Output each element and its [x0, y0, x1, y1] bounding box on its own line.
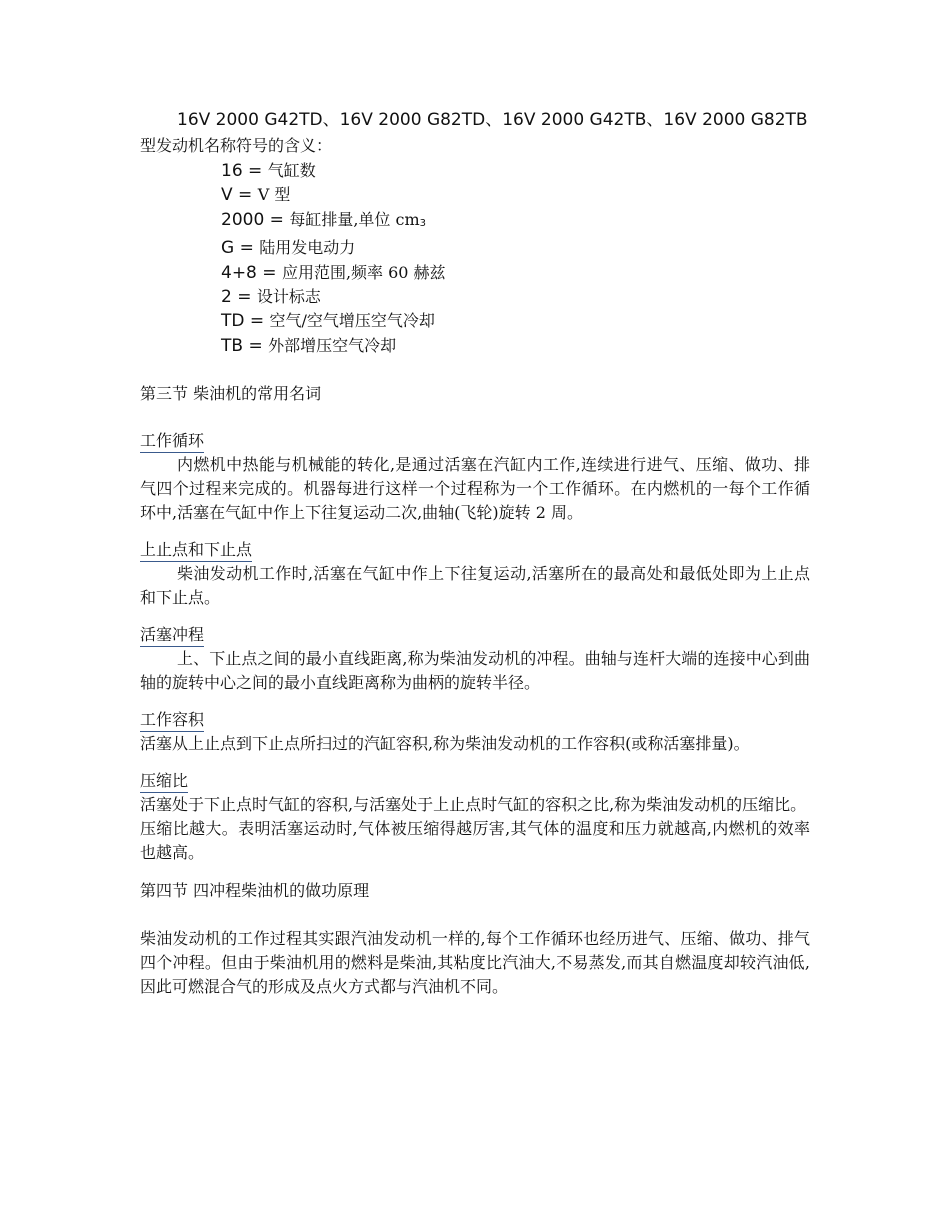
section-4-title: 第四节 四冲程柴油机的做功原理 [140, 881, 370, 901]
definition-row [221, 334, 810, 358]
section-3-title: 第三节 柴油机的常用名词 [140, 384, 322, 404]
symbol-definitions [221, 159, 810, 358]
section-4-body: 柴油发动机的工作过程其实跟汽油发动机一样的,每个工作循环也经历进气、压缩、做功、排气四个冲程。但由于柴油机用的燃料是柴油,其粘度比汽油大,不易蒸发,而其自燃温度却较汽油低,因此可燃混合气的形成及点火方式都与汽油机不同。 [140, 929, 810, 997]
definition-meaning: 每缸排量,单位 cm [289, 209, 420, 229]
definition-row [221, 236, 810, 260]
term-block [140, 624, 810, 695]
term-paragraph: 内燃机中热能与机械能的转化,是通过活塞在汽缸内工作,连续进行进气、压缩、做功、排气四个过程来完成的。机器每进行这样一个过程称为一个工作循环。在内燃机的一每个工作循环中,活塞在气缸中作上下往复运动二次,曲轴(飞轮)旋转 2 周。 [140, 455, 810, 523]
definition-code: 4+8 = [221, 262, 282, 283]
term-block [140, 770, 810, 865]
engine-models: 16V 2000 G42TD、16V 2000 G82TD、16V 2000 G42TB、16V 2000 G82TB [177, 110, 808, 130]
definition-row [221, 285, 810, 309]
definition-meaning: 陆用发电动力 [259, 238, 356, 258]
term-heading: 活塞冲程 [140, 624, 204, 647]
definition-code: 16 = [221, 161, 268, 181]
term-block [140, 709, 810, 756]
definition-meaning: 设计标志 [256, 287, 321, 307]
intro-paragraph [140, 107, 810, 159]
definition-row [221, 159, 810, 183]
definition-meaning: V 型 [257, 185, 291, 205]
term-paragraph: 活塞处于下止点时气缸的容积,与活塞处于上止点时气缸的容积之比,称为柴油发动机的压缩比。 [140, 795, 807, 815]
intro-suffix: 型发动机名称符号的含义： [140, 136, 333, 155]
definition-meaning: 外部增压空气冷却 [268, 335, 397, 355]
definition-code: G = [221, 238, 260, 259]
term-block [140, 430, 810, 525]
definition-code: 2000 = [221, 209, 290, 230]
definition-code: 2 = [221, 287, 257, 308]
definition-code: V = [221, 185, 258, 206]
term-block [140, 539, 810, 610]
document-page [140, 107, 810, 999]
term-heading: 工作容积 [140, 709, 204, 732]
unit-subscript: 3 [419, 217, 427, 229]
definition-meaning: 应用范围,频率 60 赫兹 [281, 262, 446, 282]
term-paragraph: 柴油发动机工作时,活塞在气缸中作上下往复运动,活塞所在的最高处和最低处即为上止点和下止点。 [140, 564, 810, 608]
definition-code: TB = [221, 335, 269, 356]
definition-meaning: 空气/空气增压空气冷却 [269, 311, 435, 331]
definition-meaning: 气缸数 [267, 161, 316, 180]
term-paragraph: 上、下止点之间的最小直线距离,称为柴油发动机的冲程。曲轴与连杆大端的连接中心到曲轴的旋转中心之间的最小直线距离称为曲柄的旋转半径。 [140, 649, 810, 693]
definition-row [221, 261, 810, 285]
term-heading: 压缩比 [140, 770, 188, 793]
definition-code: TD = [221, 311, 270, 332]
definition-row [221, 183, 810, 207]
term-heading: 上止点和下止点 [140, 539, 252, 562]
term-paragraph: 压缩比越大。表明活塞运动时,气体被压缩得越厉害,其气体的温度和压力就越高,内燃机的效率也越高。 [140, 819, 810, 863]
definition-row [221, 309, 810, 333]
definition-row [221, 208, 810, 236]
term-heading: 工作循环 [140, 430, 204, 453]
term-paragraph: 活塞从上止点到下止点所扫过的汽缸容积,称为柴油发动机的工作容积(或称活塞排量)。 [140, 734, 750, 754]
